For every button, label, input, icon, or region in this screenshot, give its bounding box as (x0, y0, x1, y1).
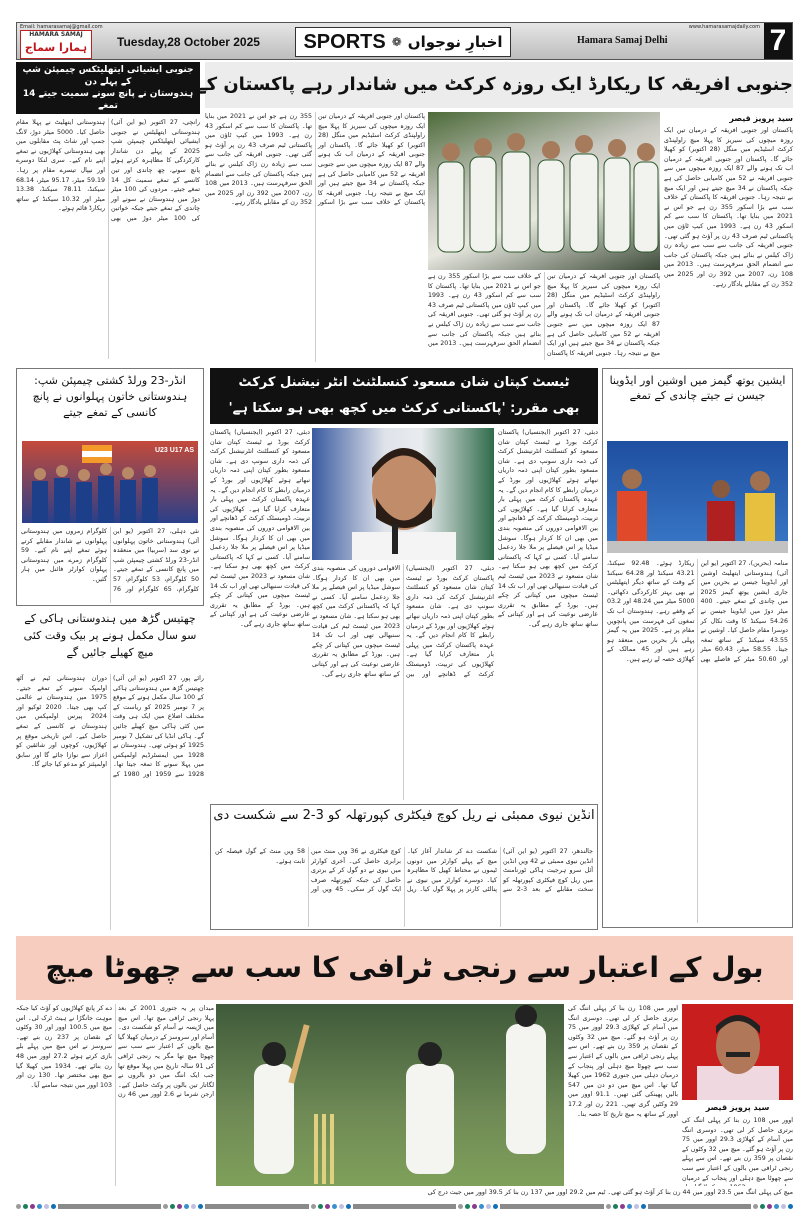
footer-dot (788, 1204, 793, 1209)
footer-dot (170, 1204, 175, 1209)
footer-dot (493, 1204, 498, 1209)
footer-dot (620, 1204, 625, 1209)
ranji-body-right: اوور میں 108 رن بنا کر پہلی اننگ کی برتری حاصل کر لی تھی۔ دوسری اننگ میں آسام کے کھلاڑی 29.3 اوور میں 75 رن پر آؤٹ ہو گئے۔ میچ میں 32 وکٹوں کے نقصان پر 359 رن بنے تھے۔ اس سے پہلے رنجی ٹرافی میں بالوں کے اعتبار سے سب سے چھوٹا میچ دہلی اور پنجاب کے درمیان دہلی میں جنوری 1962 میں کھیلا گیا تھا۔ اس میچ میں دو دن میں 547 بالیں پھینکی گئی تھیں۔ 91.1 اوور میں 29 وکٹیں گری تھیں۔ 221 رن اور 17.2 اوور کے ساتھ یہ میچ تاریخ کا حصہ بنا۔ (568, 1005, 678, 1118)
shan-masood-headline (210, 368, 598, 424)
navy-article (210, 804, 598, 930)
footer-dot (753, 1204, 758, 1209)
footer-bar (648, 1204, 751, 1209)
footer-bar (353, 1204, 456, 1209)
athletics-body: رانچی، 27 اکتوبر (یو این آئی) ہندوستانی ایتھلیٹس نے جنوبی ایشیائی ایتھلیٹکس چیمپئن شپ 2025 کے پہلے دن شاندار کارکردگی کا مظاہرہ کرتے ہوئے پانچ سونے، چھ چاندی اور تین کانسے کے تمغے سمیت کل 14 تمغے جیتے۔ مردوں کی 100 میٹر دوڑ میں ہندوستان نے سونے اور چاندی کے تمغے جیتے جبکہ خواتین کی 100 میٹر دوڑ میں بھی ہندوستانی ایتھلیٹ نے پہلا مقام حاصل کیا۔ 5000 میٹر دوڑ، لانگ جمپ اور شاٹ پٹ مقابلوں میں بھی ہندوستانی کھلاڑیوں نے تمغے اپنے نام کیے۔ سری لنکا دوسرے اور نیپال تیسرے مقام پر رہا۔ 59.19 میٹر، 95.17 میٹر، 68.14 سیکنڈ، 78.11 سیکنڈ، 13.38 میٹر اور 10.32 سیکنڈ کے ساتھ ریکارڈ قائم ہوئے۔ (16, 119, 200, 222)
portrait-image (312, 428, 494, 560)
hockey-body: رائے پور، 27 اکتوبر (یو این آئی) چھتیس گڑھ میں ہندوستانی ہاکی کے 100 سال مکمل ہونے کے موقع پر 7 نومبر 2025 کو ریاست کے مختلف اضلاع میں ایک ہی وقت میں کئی ہاکی میچ کھیلے جائیں گے۔ ہاکی انڈیا کی تشکیل 7 نومبر 1925 کو ہوئی تھی۔ ہندوستان نے 1928 میں ایمسٹرڈیم اولمپکس میں پہلا سونے کا تمغہ جیتا تھا۔ 1928 سے 1959 اور 1980 کے دوران ہندوستانی ٹیم نے آٹھ اولمپک سونے کے تمغے جیتے۔ 1975 میں ہندوستان نے عالمی کپ بھی جیتا۔ 2020 ٹوکیو اور 2024 پیرس اولمپکس میں ہندوستان نے کانسی کے تمغے حاصل کیے۔ اس تاریخی موقع پر کھلاڑیوں، کوچوں اور شائقین کو اعزاز سے نوازا جائے گا اور سابق اولمپئنز کو مدعو کیا جائے گا۔ (16, 675, 204, 778)
masthead (16, 22, 793, 60)
footer-dot (465, 1204, 470, 1209)
footer-dot (458, 1204, 463, 1209)
footer-dot (486, 1204, 491, 1209)
footer-bar (500, 1204, 603, 1209)
footer-dot (37, 1204, 42, 1209)
headline-line: ایشین یوتھ گیمز میں اوشین اور ایڈوینا (609, 374, 786, 387)
navy-body: جالندھر، 27 اکتوبر (یو این آئی) انڈین نیوی ممبئی نے 42 ویں انڈین آئل سرو ہرجیت ہاکی ٹورنامنٹ میں ریل کوچ فیکٹری کپورتھلہ کو سخت مقابلے کے بعد 3-2 سے شکست دے کر شاندار آغاز کیا۔ میچ کے پہلے کوارٹر میں دونوں ٹیموں نے محتاط کھیل کا مظاہرہ کیا۔ دوسرے کوارٹر میں نیوی نے پنالٹی کارنر پر پہلا گول کیا۔ ریل کوچ فیکٹری نے 36 ویں منٹ میں برابری حاصل کی۔ آخری کوارٹر میں نیوی نے دو گول کر کے برتری حاصل کی جبکہ کپورتھلہ صرف ایک گول کر سکی۔ 45 ویں اور 58 ویں منٹ کے گول فیصلہ کن ثابت ہوئے۔ (215, 848, 593, 894)
main-story-body-right: پاکستان اور جنوبی افریقہ کے درمیان تین ایک روزہ میچوں کی سیریز کا پہلا میچ راولپنڈی کرکٹ اسٹیڈیم میں منگل (28 اکتوبر) کو کھیلا جائے گا۔ پاکستان اور جنوبی افریقہ کے درمیان اب تک ہونے والے 87 ایک روزہ میچوں میں سے جنوبی افریقہ نے 52 میں کامیابی حاصل کی ہے جبکہ پاکستان نے 34 میچ جیتے ہیں اور ایک میچ بے نتیجہ رہا۔ جنوبی افریقہ کا پاکستان کے خلاف سب سے بڑا اسکور 355 رن ہے جو اس نے 2021 میں بنایا تھا۔ پاکستان کا سب سے کم اسکور 43 رن ہے۔ 1993 میں کیپ ٹاؤن میں پاکستانی ٹیم صرف 43 رن پر آؤٹ ہو گئی تھی۔ جنوبی افریقہ کی جانب سے سب سے زیادہ رن ژاک کیلس نے بنائے ہیں جبکہ پاکستان کی جانب سے انضمام الحق سرفہرست ہیں۔ 2013 میں 108 رن، 2007 میں 392 رن اور 2025 میں 352 رن کے مقابلے یادگار رہے۔ (664, 127, 793, 288)
website: www.hamarasamajdaily.com (688, 24, 760, 30)
footer-dot (23, 1204, 28, 1209)
footer-dot (346, 1204, 351, 1209)
byline: سید پرویز قیصر (729, 114, 793, 123)
edition-name: Hamara Samaj Delhi (577, 35, 668, 46)
headline-line: جیسن نے جیتے چاندی کے تمغے (629, 389, 766, 402)
shan-body-right: دبئی، 27 اکتوبر (ایجنسیاں) پاکستان کرکٹ بورڈ نے ٹیسٹ کپتان شان مسعود کو کنسلٹنٹ انٹرنیشنل کرکٹ کی ذمہ داری سونپ دی ہے۔ شان مسعود بطور کپتان اپنی ذمہ داریاں نبھاتے ہوئے کھلاڑیوں اور بورڈ کے درمیان رابطے کا کام انجام دیں گے۔ یہ عہدہ پاکستان کرکٹ میں پہلی بار متعارف کرایا گیا ہے۔ کھلاڑیوں کی تربیت، ڈومیسٹک کرکٹ کے ڈھانچے اور بین الاقوامی دوروں کی منصوبہ بندی میں بھی ان کا کردار ہوگا۔ سوشل میڈیا پر اس فیصلے پر ملا جلا ردعمل سامنے آیا۔ کسی نے کہا کہ پاکستانی کرکٹ میں کچھ بھی ہو سکتا ہے۔ شان مسعود نے 2023 میں ٹیسٹ ٹیم کی قیادت سنبھالی تھی اور اب تک 14 ٹیسٹ میچوں میں کپتانی کر چکے ہیں۔ بورڈ کے مطابق یہ تقرری عارضی نوعیت کی ہے اور کپتانی کے ساتھ ساتھ جاری رہے گی۔ (498, 429, 598, 628)
flower-icon: ❁ (391, 35, 402, 49)
headline-line: بھی مقرر: 'پاکستانی کرکٹ میں کچھ بھی ہو سکتا ہے' (228, 401, 580, 416)
cricket-players-image (216, 1004, 564, 1186)
team-players-image (428, 112, 660, 270)
newspaper-logo (20, 30, 92, 59)
shan-masood-photo (312, 428, 494, 560)
section-english: SPORTS (303, 30, 386, 53)
ranji-headline: بول کے اعتبار سے رنجی ٹرافی کا سب سے چھوٹا میچ (16, 936, 793, 1000)
footer-dot (318, 1204, 323, 1209)
author-portrait-image (682, 1004, 793, 1100)
shan-body-left: دبئی، 27 اکتوبر (ایجنسیاں) پاکستان کرکٹ بورڈ نے ٹیسٹ کپتان شان مسعود کو کنسلٹنٹ انٹرنیشنل کرکٹ کی ذمہ داری سونپ دی ہے۔ شان مسعود بطور کپتان اپنی ذمہ داریاں نبھاتے ہوئے کھلاڑیوں اور بورڈ کے درمیان رابطے کا کام انجام دیں گے۔ یہ عہدہ پاکستان کرکٹ میں پہلی بار متعارف کرایا گیا ہے۔ کھلاڑیوں کی تربیت، ڈومیسٹک کرکٹ کے ڈھانچے اور بین الاقوامی دوروں کی منصوبہ بندی میں بھی ان کا کردار ہوگا۔ سوشل میڈیا پر اس فیصلے پر ملا جلا ردعمل سامنے آیا۔ کسی نے کہا کہ پاکستانی کرکٹ میں کچھ بھی ہو سکتا ہے۔ شان مسعود نے 2023 میں ٹیسٹ ٹیم کی قیادت سنبھالی تھی اور اب تک 14 ٹیسٹ میچوں میں کپتانی کر چکے ہیں۔ بورڈ کے مطابق یہ تقرری عارضی نوعیت کی ہے اور کپتانی کے ساتھ ساتھ جاری رہے گی۔ (210, 429, 310, 628)
section-urdu: اخبارِ نوجواں (407, 33, 503, 51)
ranji-body-far-right: اوور میں 108 رن بنا کر پہلی اننگ کی برتری حاصل کر لی تھی۔ دوسری اننگ میں آسام کے کھلاڑی 29.3 اوور میں 75 رن پر آؤٹ ہو گئے۔ میچ میں 32 وکٹوں کے نقصان پر 359 رن بنے تھے۔ اس سے پہلے رنجی ٹرافی میں بالوں کے اعتبار سے سب سے چھوٹا میچ دہلی اور پنجاب کے درمیان (682, 1117, 793, 1182)
footer-dot (774, 1204, 779, 1209)
footer-dot (51, 1204, 56, 1209)
email: Email: hamarasamaj@gmail.com (20, 24, 103, 30)
headline-line: ہندوستان نے پانچ سونے سمیت جیتے 14 تمغے (22, 89, 194, 111)
asian-youth-games-article (602, 368, 793, 928)
footer-dot (472, 1204, 477, 1209)
wrestling-body: نئی دہلی، 27 اکتوبر (یو این آئی) ہندوستانی خاتون پہلوانوں نے نوی سد (سربیا) میں منعقدہ انڈر-23 ورلڈ کشتی چیمپئن شپ میں پانچ کانسی کے تمغے جیتے۔ 50 کلوگرام، 53 کلوگرام، 57 کلوگرام، 65 کلوگرام اور 76 کلوگرام زمروں میں ہندوستانی پہلوانوں نے شاندار مقابلے کرتے ہوئے تمغے اپنے نام کیے۔ 59 کلوگرام زمرے میں ہندوستانی پہلوان کوارٹر فائنل میں ہار گئیں۔ (21, 528, 199, 593)
footer-dot (606, 1204, 611, 1209)
logo-english: HAMARA SAMAJ (29, 31, 83, 38)
footer-dot (191, 1204, 196, 1209)
athletes-photo (607, 441, 788, 553)
main-headline: جنوبی افریقہ کا ریکارڈ ایک روزہ کرکٹ میں شاندار رہے پاکستان کے خلاف (205, 62, 793, 108)
pakistan-team-photo (428, 112, 660, 270)
main-story-body-middle: پاکستان اور جنوبی افریقہ کے درمیان تین ایک روزہ میچوں کی سیریز کا پہلا میچ راولپنڈی کرکٹ اسٹیڈیم میں منگل (28 اکتوبر) کو کھیلا جائے گا۔ پاکستان اور جنوبی افریقہ کے درمیان اب تک ہونے والے 87 ایک روزہ میچوں میں سے جنوبی افریقہ نے 52 میں کامیابی حاصل کی ہے جبکہ پاکستان نے 34 میچ جیتے ہیں اور ایک میچ بے نتیجہ رہا۔ جنوبی افریقہ کا پاکستان کے خلاف سب سے بڑا اسکور 355 رن ہے جو اس نے 2021 میں بنایا تھا۔ پاکستان کا سب سے کم اسکور 43 رن ہے۔ 1993 میں کیپ ٹاؤن میں پاکستانی ٹیم صرف 43 رن پر آؤٹ ہو گئی تھی۔ جنوبی افریقہ کی جانب سے سب سے زیادہ رن ژاک کیلس نے بنائے ہیں جبکہ پاکستان کی جانب سے انضمام الحق سرفہرست ہیں۔ 2013 میں (428, 273, 660, 357)
footer-dot (44, 1204, 49, 1209)
footer-dot (781, 1204, 786, 1209)
footer-dot (311, 1204, 316, 1209)
footer-dot (177, 1204, 182, 1209)
shan-body-middle: دبئی، 27 اکتوبر (ایجنسیاں) پاکستان کرکٹ بورڈ نے ٹیسٹ کپتان شان مسعود کو کنسلٹنٹ انٹرنیشنل کرکٹ کی ذمہ داری سونپ دی ہے۔ شان مسعود بطور کپتان اپنی ذمہ داریاں نبھاتے ہوئے کھلاڑیوں اور بورڈ کے درمیان رابطے کا کام انجام دیں گے۔ یہ عہدہ پاکستان کرکٹ میں پہلی بار متعارف کرایا گیا ہے۔ کھلاڑیوں کی تربیت، ڈومیسٹک کرکٹ کے ڈھانچے اور بین الاقوامی دوروں کی منصوبہ بندی میں بھی ان کا کردار ہوگا۔ سوشل میڈیا پر اس فیصلے پر ملا جلا ردعمل سامنے آیا۔ کسی نے کہا کہ پاکستانی کرکٹ میں کچھ بھی ہو سکتا ہے۔ شان مسعود نے 2023 میں ٹیسٹ ٹیم کی قیادت سنبھالی تھی اور اب تک 14 ٹیسٹ میچوں میں کپتانی کر چکے ہیں۔ بورڈ کے مطابق یہ تقرری عارضی نوعیت کی ہے اور کپتانی کے ساتھ ساتھ جاری رہے گی۔ (312, 565, 494, 678)
page-number: 7 (764, 23, 792, 59)
asian-youth-body: منامہ (بحرین)، 27 اکتوبر (یو این آئی) ہندوستانی ایتھلیٹ اوشین اور ایڈوینا جیسن نے بحرین میں جاری ایشین یوتھ گیمز 2025 میں چاندی کے تمغے جیتے۔ 400 میٹر دوڑ میں ایڈوینا جیسن نے 54.26 سیکنڈ کا وقت نکال کر دوسرا مقام حاصل کیا۔ اوشین نے 43.55 سیکنڈ کے ساتھ تمغہ جیتا۔ 58.55 میٹر، 60.43 میٹر اور 50.60 میٹر کے فاصلے بھی ریکارڈ ہوئے۔ 92.48 سیکنڈ، 43.21 سیکنڈ اور 64.28 سیکنڈ کے وقت کے ساتھ دیگر ایتھلیٹس نے بھی بہتر کارکردگی دکھائی۔ 5000 میٹر میں 48.24 اور 03.2 کے وقفے رہے۔ ہندوستان اب تک تمغوں کی فہرست میں پانچویں مقام پر ہے۔ 2025 میں یہ گیمز پہلی بار بحرین میں منعقد ہو رہے ہیں اور 45 ممالک کے کھلاڑی حصہ لے رہے ہیں۔ (607, 560, 788, 663)
cricket-match-photo (216, 1004, 564, 1186)
footer-dot (613, 1204, 618, 1209)
author-photo (682, 1004, 793, 1100)
navy-headline: انڈین نیوی ممبئی نے ریل کوچ فیکٹری کپورتھلہ کو 3-2 سے شکست دی (213, 808, 595, 823)
headline-line: جنوبی ایشیائی ایتھلیٹکس چیمپئن شپ کے پہلے دن (22, 65, 194, 87)
footer-dot (479, 1204, 484, 1209)
footer-dot (627, 1204, 632, 1209)
wrestlers-photo (22, 441, 198, 523)
footer-dot (198, 1204, 203, 1209)
ranji-byline: سید پرویز قیصر (705, 1103, 770, 1112)
ranji-body-left: میدان پر یہ جنوری 2001 کے بعد پہلا رنجی ٹرافی میچ تھا۔ اس میچ میں اڑیسہ نے آسام کو شکست دی۔ آسام اور سروسز کے درمیان کھیلا گیا میچ بالوں کے اعتبار سے سب سے چھوٹا میچ تھا مگر یہ رنجی ٹرافی کی 91 سالہ تاریخ میں پہلا موقع تھا جب ایک اننگ میں دو بالروں نے لگاتار تین بالوں پر وکٹ حاصل کیے۔ ارجن شرما نے 2.6 اوور میں 46 رن دے کر پانچ کھلاڑیوں کو آؤٹ کیا جبکہ موہت جانگڑا نے ہیٹ ٹرک لی۔ اس میچ میں 100.5 اوور اور 30 وکٹوں کے نقصان پر 237 رن بنے تھے۔ سروسز نے اس میچ میں پہلے بلے بازی کرتے ہوئے 27.2 اوور میں 48 رن بنائے تھے۔ 1934 میں کھیلا گیا میچ بھی مختصر تھا۔ 130 رن اور 103 اوور میں نتیجہ سامنے آیا۔ (16, 1005, 214, 1099)
footer-dot (16, 1204, 21, 1209)
footer-dot (634, 1204, 639, 1209)
logo-urdu: ہمارا سماج (24, 41, 88, 54)
main-story-body-left: پاکستان اور جنوبی افریقہ کے درمیان تین ایک روزہ میچوں کی سیریز کا پہلا میچ راولپنڈی کرکٹ اسٹیڈیم میں منگل (28 اکتوبر) کو کھیلا جائے گا۔ پاکستان اور جنوبی افریقہ کے درمیان اب تک ہونے والے 87 ایک روزہ میچوں میں سے جنوبی افریقہ نے 52 میں کامیابی حاصل کی ہے جبکہ پاکستان نے 34 میچ جیتے ہیں اور ایک میچ بے نتیجہ رہا۔ جنوبی افریقہ کا پاکستان کے خلاف سب سے بڑا اسکور 355 رن ہے جو اس نے 2021 میں بنایا تھا۔ پاکستان کا سب سے کم اسکور 43 رن ہے۔ 1993 میں کیپ ٹاؤن میں پاکستانی ٹیم صرف 43 رن پر آؤٹ ہو گئی تھی۔ جنوبی افریقہ کی جانب سے سب سے زیادہ رن ژاک کیلس نے بنائے ہیں جبکہ پاکستان کی جانب سے انضمام الحق سرفہرست ہیں۔ 2013 میں 108 رن، 2007 میں 392 رن اور 2025 میں 352 رن کے مقابلے یادگار رہے۔ (205, 113, 425, 207)
wrestling-headline: انڈر-23 ورلڈ کشتی چیمپئن شپ: ہندوستانی خاتون پہلوانوں نے پانچ کانسی کے تمغے جیتے (32, 374, 188, 419)
footer-dot (332, 1204, 337, 1209)
footer-bar (205, 1204, 308, 1209)
headline-line: ٹیسٹ کپتان شان مسعود کنسلٹنٹ انٹر نیشنل کرکٹ (238, 375, 570, 390)
footer-dot (325, 1204, 330, 1209)
asian-youth-headline (603, 369, 792, 403)
issue-date: Tuesday,28 October 2025 (117, 35, 260, 49)
footer-decorative-rule (16, 1202, 793, 1210)
ranji-footer-note: میچ کی پہلی اننگ میں 23.5 اوور میں 44 رن بنا کر آؤٹ ہو گئی تھی۔ ٹیم میں 29.2 اوور میں 137 رن بنا کر 39.5 اوور میں جیت درج کی (427, 1189, 793, 1196)
footer-dot (339, 1204, 344, 1209)
footer-dot (184, 1204, 189, 1209)
photo-banner-text: U23 U17 AS (154, 447, 194, 454)
footer-dot (641, 1204, 646, 1209)
footer-dot (760, 1204, 765, 1209)
footer-dot (30, 1204, 35, 1209)
wrestling-article (16, 368, 204, 606)
section-title (295, 27, 511, 57)
footer-dot (163, 1204, 168, 1209)
footer-dot (767, 1204, 772, 1209)
footer-bar (58, 1204, 161, 1209)
medalists-image (607, 441, 788, 553)
hockey-headline: چھتیس گڑھ میں ہندوستانی ہاکی کے سو سال مکمل ہونے پر بیک وقت کئی میچ کھیلے جائیں گے (23, 612, 197, 659)
